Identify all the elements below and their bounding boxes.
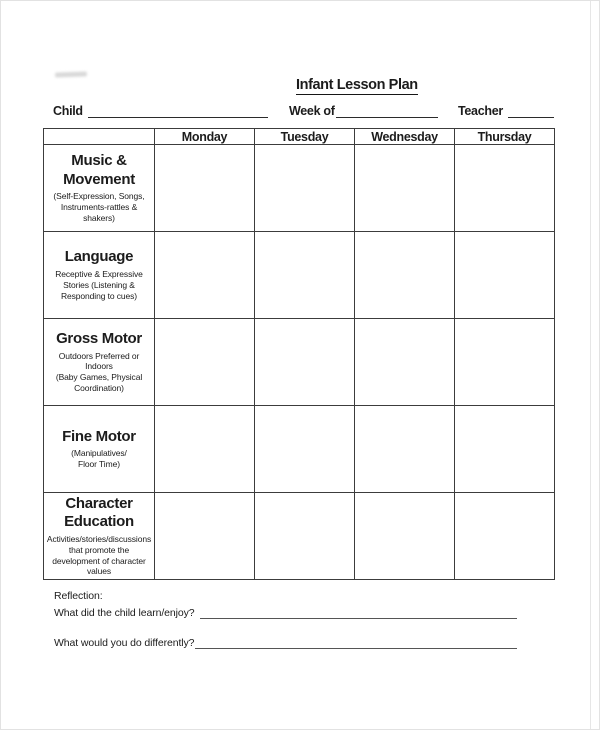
day-cell: [255, 319, 355, 406]
day-cell: [455, 145, 555, 232]
scan-artifact: [55, 71, 87, 77]
day-cell: [355, 232, 455, 319]
day-cell: [455, 319, 555, 406]
corner-cell: [44, 129, 155, 145]
teacher-field-blank-line: [508, 104, 554, 118]
day-cell: [455, 232, 555, 319]
day-cell: [155, 319, 255, 406]
day-header-wednesday: Wednesday: [355, 129, 455, 145]
table-header-row: [44, 129, 555, 145]
day-header-monday: Monday: [155, 129, 255, 145]
row-subtitle: (Self-Expression, Songs, Instruments-rattles & shakers): [53, 191, 145, 224]
child-field-label: Child: [53, 104, 83, 118]
day-cell: [155, 406, 255, 493]
week-of-field-blank-line: [336, 104, 438, 118]
teacher-field: [458, 104, 554, 118]
week-of-field: [289, 104, 438, 118]
day-cell: [155, 232, 255, 319]
reflection-heading: Reflection:: [54, 590, 103, 602]
day-header-tuesday: Tuesday: [255, 129, 355, 145]
lesson-plan-table: [43, 128, 555, 580]
week-of-field-label: Week of: [289, 104, 335, 118]
day-cell: [455, 406, 555, 493]
row-subtitle: Activities/stories/discussions that promote the development of character values: [46, 533, 152, 577]
row-title: Character Education: [64, 494, 134, 531]
row-label-gross-motor: [44, 319, 155, 406]
table-row-gross-motor: [44, 319, 555, 406]
row-title: Music & Movement: [63, 152, 135, 188]
row-label-music-movement: [44, 145, 155, 232]
question-1-label: What did the child learn/enjoy?: [54, 607, 195, 619]
day-cell: [155, 493, 255, 580]
reflection-question-2: [54, 637, 517, 649]
day-cell: [255, 232, 355, 319]
row-title: Gross Motor: [56, 329, 142, 347]
question-2-blank-line: [195, 637, 517, 649]
row-title: Language: [64, 248, 134, 266]
table-row-music-movement: [44, 145, 555, 232]
question-1-blank-line: [200, 607, 518, 619]
question-2-label: What would you do differently?: [54, 637, 195, 649]
child-field: [53, 104, 268, 118]
row-title: Fine Motor: [62, 427, 136, 445]
day-cell: [355, 145, 455, 232]
row-label-character-education: [44, 493, 155, 580]
day-cell: [255, 145, 355, 232]
row-subtitle: Receptive & Expressive Stories (Listening & Responding to cues): [55, 268, 143, 301]
teacher-field-label: Teacher: [458, 104, 503, 118]
row-label-fine-motor: [44, 406, 155, 493]
day-cell: [455, 493, 555, 580]
table-row-character-education: [44, 493, 555, 580]
day-cell: [355, 406, 455, 493]
day-cell: [355, 493, 455, 580]
day-cell: [255, 406, 355, 493]
row-subtitle: Outdoors Preferred or Indoors (Baby Games, Physical Coordination): [55, 350, 143, 394]
day-cell: [155, 145, 255, 232]
reflection-question-1: [54, 607, 517, 619]
table-row-language: [44, 232, 555, 319]
child-field-blank-line: [88, 104, 268, 118]
row-label-language: [44, 232, 155, 319]
day-cell: [255, 493, 355, 580]
document-title: Infant Lesson Plan: [296, 77, 418, 93]
row-subtitle: (Manipulatives/ Floor Time): [71, 448, 127, 470]
day-cell: [355, 319, 455, 406]
page-edge-line: [590, 1, 591, 730]
table-row-fine-motor: [44, 406, 555, 493]
day-header-thursday: Thursday: [455, 129, 555, 145]
